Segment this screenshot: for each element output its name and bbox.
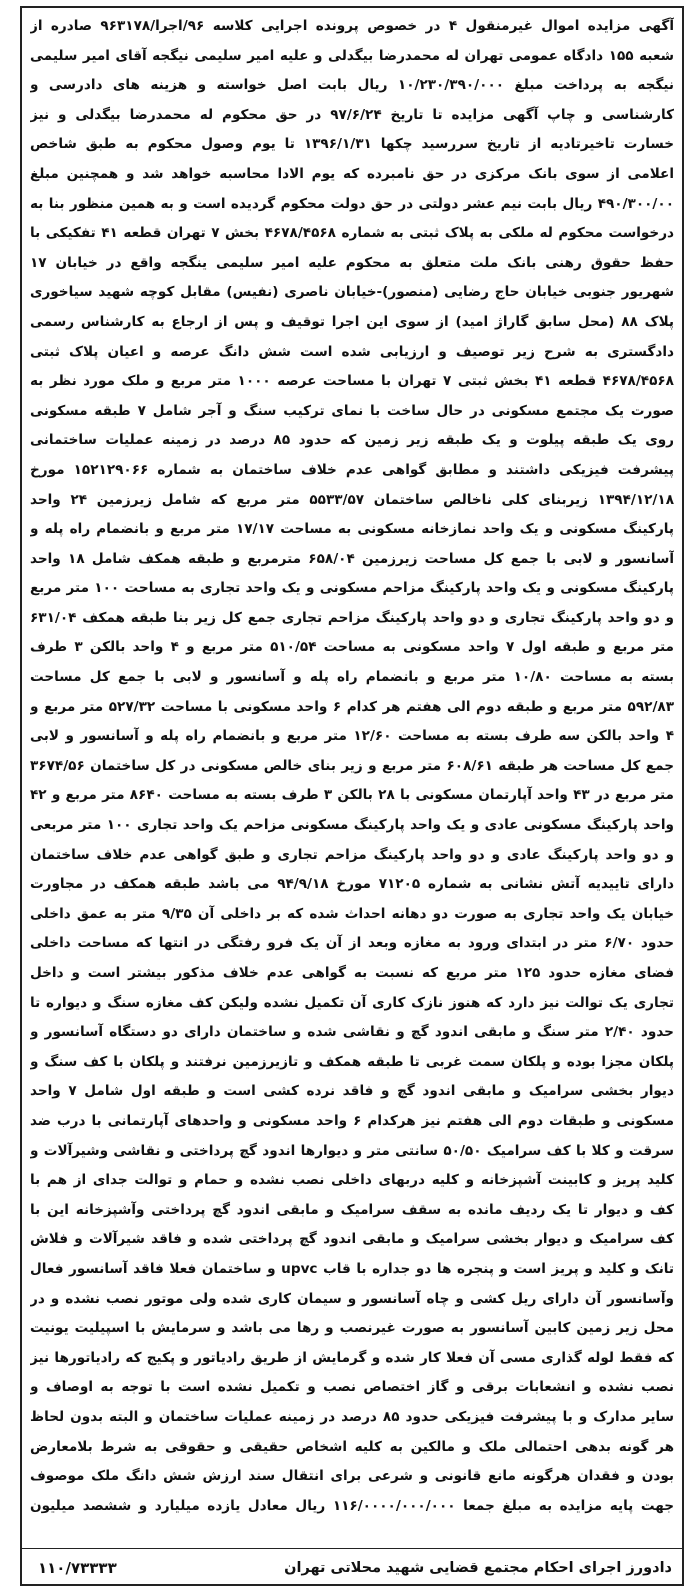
notice-footer [32,1554,672,1582]
footer-divider [22,1548,682,1549]
ad-code: ۱۱۰/۷۳۳۳۳ [38,1559,117,1577]
auction-notice [20,6,684,1586]
signature-line: دادورز اجرای احکام مجتمع قضایی شهید محلاتی تهران [284,1560,672,1576]
notice-body-text: آگهی مزایده اموال غیرمنقول ۴ در خصوص پرونده اجرایی کلاسه ۹۶/اجرا/۹۶۳۱۷۸ صادره از شعبه ۱۵۵ دادگاه عمومی تهران له محمدرضا بیگدلی و علیه امیر سلیمی نیگجه آقای امیر سلیمی نیگجه به پرداخت مبلغ ۱۰/۲۳۰/۳۹۰/۰۰۰ ریال بابت اصل خواسته و هزینه های دادرسی و کارشناسی و چاپ آگهی مزایده تا تاریخ ۹۷/۶/۲۴ در حق محکوم له محمدرضا بیگدلی و نیز خسارت تاخیرتادیه از تاریخ سررسید چکها ۱۳۹۶/۱/۳۱ تا یوم وصول محکوم به طبق شاخص اعلامی از سوی بانک مرکزی در حق نامبرده که یوم الادا محاسبه خواهد شد و همچنین مبلغ ۴۹۰/۳۰۰/۰۰ ریال بابت نیم عشر دولتی در حق دولت محکوم گردیده است و به همین منظور بنا به درخواست محکوم له ملکی به پلاک ثبتی به شماره ۴۶۷۸/۴۵۶۸ بخش ۷ تهران قطعه ۴۱ تفکیکی با حفظ حقوق رهنی بانک ملت متعلق به محکوم علیه امیر سلیمی ینگجه واقع در خیابان ۱۷ شهریور جنوبی خیابان حاج رضایی (منصور)-خیابان ناصری (نفیس) مقابل کوچه شهید سیاخوری پلاک ۸۸ (محل سابق گاراژ امید) از سوی این اجرا توقیف و پس از ارجاع به کارشناس رسمی دادگستری به شرح زیر توصیف و ارزیابی شده است شش دانگ عرصه و اعیان پلاک ثبتی ۴۶۷۸/۴۵۶۸ قطعه ۴۱ بخش ثبتی ۷ تهران با مساحت عرصه ۱۰۰۰ متر مربع و ملک مورد نظر به صورت یک مجتمع مسکونی در حال ساخت با نمای ترکیب سنگ و آجر شامل ۷ طبقه مسکونی روی یک طبقه پیلوت و یک طبقه زیر زمین که حدود ۸۵ درصد در زمینه عملیات ساختمانی پیشرفت فیزیکی داشتند و مطابق گواهی عدم خلاف ساختمان به شماره ۱۵۲۱۲۹۰۶۶ مورخ ۱۳۹۴/۱۲/۱۸ زیربنای کلی ناخالص ساختمان ۵۵۳۳/۵۷ متر مربع که شامل زیرزمین ۲۴ واحد پارکینگ مسکونی و یک واحد نمازخانه مسکونی به مساحت ۱۷/۱۷ متر مربع و بانضمام راه پله و آسانسور و لابی با جمع کل مساحت زیرزمین ۶۵۸/۰۴ مترمربع و طبقه همکف شامل ۱۸ واحد پارکینگ مسکونی و یک واحد پارکینگ مزاحم مسکونی و یک واحد تجاری به مساحت ۱۰۰ متر مربع و دو واحد پارکینگ تجاری و دو واحد پارکینگ مزاحم تجاری جمع کل زیر بنا طبقه همکف ۶۳۱/۰۴ متر مربع و طبقه اول ۷ واحد مسکونی به مساحت ۵۱۰/۵۴ متر مربع و ۴ واحد بالکن ۳ طرف بسته به مساحت ۱۰/۸۰ متر مربع و بانضمام راه پله و آسانسور و لابی با جمع کل مساحت ۵۹۲/۸۳ متر مربع و طبقه دوم الی هفتم هر کدام ۶ واحد مسکونی با مساحت ۵۲۷/۳۲ متر مربع و ۴ واحد بالکن سه طرف بسته به مساحت ۱۲/۶۰ متر مربع و بانضمام راه پله و آسانسور و لابی جمع کل مساحت هر طبقه ۶۰۸/۶۱ متر مربع و زیر بنای خالص مسکونی در کل ساختمان ۳۶۷۴/۵۶ متر مربع در ۴۳ واحد آپارتمان مسکونی با ۲۸ بالکن ۳ طرف بسته به مساحت ۸۶۴۰ متر مربع و ۴۲ واحد پارکینگ مسکونی عادی و یک واحد پارکینگ مسکونی مزاحم یک واحد تجاری ۱۰۰ متر مربعی و دو واحد پارکینگ عادی و دو واحد پارکینگ مزاحم تجاری و طبق گواهی عدم خلاف ساختمان دارای تاییدیه آتش نشانی به شماره ۷۱۲۰۵ مورخ ۹۴/۹/۱۸ می باشد طبقه همکف در مجاورت خیابان یک واحد تجاری به صورت دو دهانه احداث شده که بر داخلی آن ۹/۳۵ متر به عمق داخلی حدود ۶/۷۰ متر در ابتدای ورود به مغازه وبعد از آن یک فرو رفتگی در انتها که مساحت داخلی فضای مغازه حدود ۱۲۵ متر مربع که نسبت به گواهی عدم خلاف مذکور بیشتر است و داخل تجاری یک توالت نیز دارد که هنوز نازک کاری آن تکمیل نشده ولیکن کف مغازه سنگ و دیواره تا حدود ۲/۴۰ متر سنگ و مابقی اندود گچ و نقاشی شده و ساختمان دارای دو دستگاه آسانسور و پلکان مجزا بوده و پلکان سمت غربی تا طبقه همکف و تازیرزمین نرفتند و پلکان با کف سنگ و دیوار بخشی سرامیک و مابقی اندود گچ و فاقد نرده کشی است و طبقه اول شامل ۷ واحد مسکونی و طبقات دوم الی هفتم نیز هرکدام ۶ واحد مسکونی و واحدهای آپارتمانی با درب ضد سرقت و کلا با کف سرامیک ۵۰/۵۰ سانتی متر و دیوارها اندود گچ پرداختی و نقاشی وشیرآلات و کلید پریز و کابینت آشپزخانه و کلیه دربهای داخلی نصب نشده و حمام و توالت جدای از هم با کف و دیوار تا یک ردیف مانده به سقف سرامیک و مابقی اندود گچ پرداختی وآشپزخانه این با کف سرامیک و دیوار بخشی سرامیک و مابقی اندود گچ پرداختی شده و فاقد شیرآلات و فلاش تانک و کلید و پریز است و پنجره ها دو جداره با قاب upvc و ساختمان فعلا فاقد آسانسور فعال وآسانسور آن دارای ریل کشی و چاه آسانسور و سیمان کاری شده ولی موتور نصب نشده و در محل زیر زمین کابین آسانسور به صورت غیرنصب و رها می باشد و سرمایش با اسپیلیت یونیت که فقط لوله گذاری مسی آن فعلا کار شده و گرمایش از طریق رادیاتور و پکیج که رادیاتورها نیز نصب نشده و انشعابات برقی و گاز اختصاص نصب و تکمیل نشده است با توجه به اوصاف و سایر مدارک و با پیشرفت فیزیکی حدود ۸۵ درصد در زمینه عملیات ساختمان و البته بدون لحاظ هر گونه بدهی احتمالی ملک و مالکین به کلیه اشخاص حقیقی و حقوقی به شرط بلامعارض بودن و فقدان هرگونه مانع قانونی و شرعی برای انتقال سند ارزش شش دانگ ملک موصوف جهت پایه مزایده به مبلغ جمعا ۱۱۶/۰۰۰۰/۰۰۰/۰۰۰ ریال معادل یازده میلیارد و ششصد میلیون [30,18,674,1514]
